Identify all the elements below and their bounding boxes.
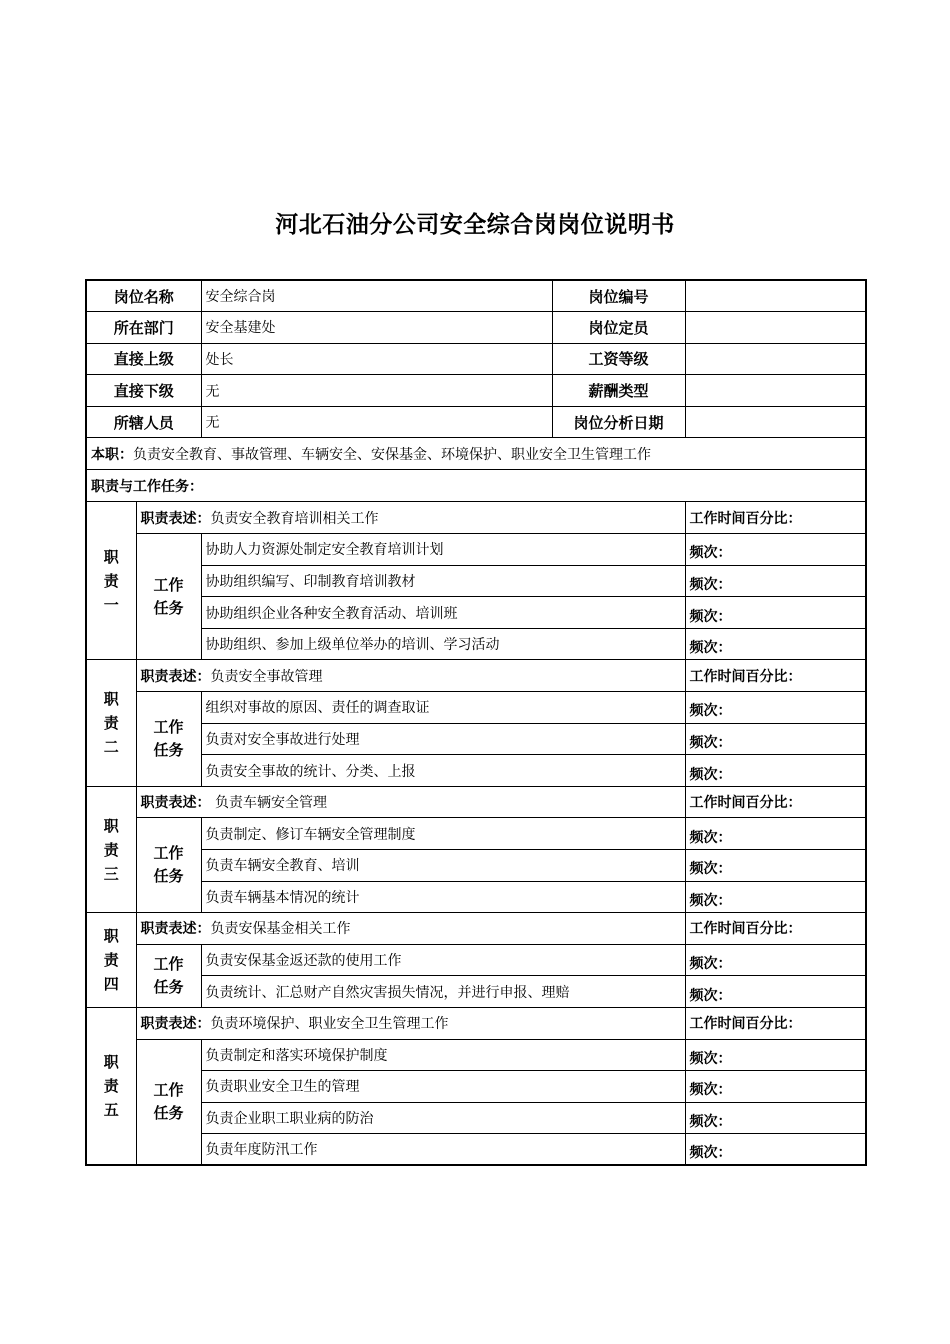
duty-name [86,502,136,660]
task-row [86,628,866,660]
frequency-label: 频次： [685,692,866,724]
info-label-2: 岗位定员 [552,312,685,344]
duty-name [86,660,136,786]
duty-desc-label: 职责表述： [140,510,211,527]
info-value: 处长 [201,343,552,375]
duty-desc-label: 职责表述： [140,1016,211,1033]
info-value: 无 [201,375,552,407]
duty-name-text: 职责四 [103,927,119,994]
task-label [136,818,201,913]
core-duty-cell [86,438,866,470]
frequency-label: 频次： [685,850,866,882]
task-row [86,1134,866,1166]
info-label: 岗位名称 [86,280,201,312]
task-text: 协助人力资源处制定安全教育培训计划 [201,534,685,566]
time-percent-label: 工作时间百分比： [685,786,866,818]
duty-desc-text: 负责安全事故管理 [210,668,323,685]
task-row [86,597,866,629]
document-title: 河北石油分公司安全综合岗岗位说明书 [275,212,675,238]
task-text: 组织对事故的原因、责任的调查取证 [201,692,685,724]
info-label-2: 岗位分析日期 [552,406,685,438]
task-row [86,723,866,755]
duty-desc-label: 职责表述： [140,921,211,938]
table-body [86,280,866,1165]
task-label [136,692,201,787]
duty-name [86,1007,136,1165]
task-text: 协助组织编写、印制教育培训教材 [201,565,685,597]
info-row [86,375,866,407]
task-row [86,1039,866,1071]
info-value-2 [685,375,866,407]
frequency-label: 频次： [685,755,866,787]
task-text: 负责对安全事故进行处理 [201,723,685,755]
info-value-2 [685,280,866,312]
task-row [86,1071,866,1103]
info-value: 安全综合岗 [201,280,552,312]
duty-name-text: 职责三 [103,816,119,883]
duty-desc-row [86,1007,866,1039]
task-text: 负责安保基金返还款的使用工作 [201,944,685,976]
job-description-table [85,279,867,1166]
task-row [86,692,866,724]
task-row [86,534,866,566]
duty-desc-cell [136,786,685,818]
task-label [136,1039,201,1165]
frequency-label: 频次： [685,881,866,913]
section-label: 职责与工作任务： [86,470,866,502]
frequency-label: 频次： [685,976,866,1008]
task-row [86,1102,866,1134]
info-label-2: 薪酬类型 [552,375,685,407]
duty-name-text: 职责二 [103,690,119,757]
frequency-label: 频次： [685,565,866,597]
info-label: 直接下级 [86,375,201,407]
duty-desc-label: 职责表述： [140,795,211,812]
core-duty-text: 负责安全教育、事故管理、车辆安全、安保基金、环境保护、职业安全卫生管理工作 [133,446,651,463]
duty-desc-row [86,786,866,818]
info-value-2 [685,406,866,438]
task-text: 协助组织、参加上级单位举办的培训、学习活动 [201,628,685,660]
duty-desc-cell [136,913,685,945]
core-duty-label: 本职： [91,446,133,463]
task-text: 负责制定、修订车辆安全管理制度 [201,818,685,850]
info-label-2: 工资等级 [552,343,685,375]
frequency-label: 频次： [685,1134,866,1166]
duty-desc-label: 职责表述： [140,668,211,685]
info-label: 直接上级 [86,343,201,375]
task-label-text: 工作任务 [153,575,184,617]
info-label: 所在部门 [86,312,201,344]
frequency-label: 频次： [685,1039,866,1071]
info-row [86,343,866,375]
task-text: 负责年度防汛工作 [201,1134,685,1166]
task-row [86,944,866,976]
duty-desc-row [86,660,866,692]
task-label-text: 工作任务 [153,717,184,759]
task-text: 负责车辆基本情况的统计 [201,881,685,913]
info-value-2 [685,343,866,375]
duty-name-text: 职责一 [103,547,119,614]
task-text: 负责车辆安全教育、培训 [201,850,685,882]
section-label-row [86,470,866,502]
time-percent-label: 工作时间百分比： [685,660,866,692]
duty-desc-text: 负责车辆安全管理 [210,795,327,812]
frequency-label: 频次： [685,818,866,850]
task-label-text: 工作任务 [153,1081,184,1122]
info-value: 无 [201,406,552,438]
duty-desc-row [86,502,866,534]
frequency-label: 频次： [685,944,866,976]
duty-name [86,786,136,912]
frequency-label: 频次： [685,597,866,629]
task-row [86,755,866,787]
frequency-label: 频次： [685,628,866,660]
info-label: 所辖人员 [86,406,201,438]
duty-desc-text: 负责环境保护、职业安全卫生管理工作 [210,1016,449,1033]
info-row [86,312,866,344]
task-row [86,850,866,882]
time-percent-label: 工作时间百分比： [685,913,866,945]
info-value-2 [685,312,866,344]
frequency-label: 频次： [685,1071,866,1103]
task-row [86,976,866,1008]
task-label-text: 工作任务 [153,954,184,996]
duty-desc-cell [136,660,685,692]
task-text: 负责企业职工职业病的防治 [201,1102,685,1134]
task-text: 负责职业安全卫生的管理 [201,1071,685,1103]
task-label-text: 工作任务 [153,844,184,886]
task-text: 负责制定和落实环境保护制度 [201,1039,685,1071]
duty-desc-text: 负责安全教育培训相关工作 [210,510,379,527]
frequency-label: 频次： [685,534,866,566]
time-percent-label: 工作时间百分比： [685,1007,866,1039]
core-duty-row [86,438,866,470]
task-row [86,565,866,597]
info-value: 安全基建处 [201,312,552,344]
duty-name-text: 职责五 [103,1053,119,1120]
duty-name [86,913,136,1008]
duty-desc-cell [136,1007,685,1039]
task-row [86,881,866,913]
task-text: 负责安全事故的统计、分类、上报 [201,755,685,787]
info-label-2: 岗位编号 [552,280,685,312]
task-text: 协助组织企业各种安全教育活动、培训班 [201,597,685,629]
info-row [86,406,866,438]
info-row [86,280,866,312]
duty-desc-cell [136,502,685,534]
duty-desc-row [86,913,866,945]
frequency-label: 频次： [685,723,866,755]
task-label [136,534,201,660]
task-label [136,944,201,1007]
time-percent-label: 工作时间百分比： [685,502,866,534]
duty-desc-text: 负责安保基金相关工作 [210,921,351,938]
frequency-label: 频次： [685,1102,866,1134]
task-text: 负责统计、汇总财产自然灾害损失情况，并进行申报、理赔 [201,976,685,1008]
task-row [86,818,866,850]
